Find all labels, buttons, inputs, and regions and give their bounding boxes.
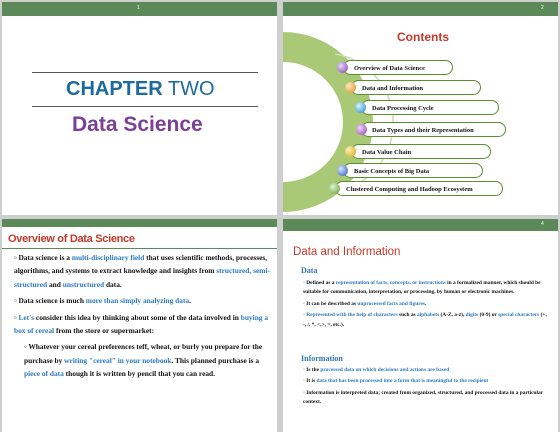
contents-title: Contents (397, 30, 449, 44)
text-run: . This planned purchase is a (171, 355, 260, 365)
highlight-text: alphabets (416, 312, 440, 319)
chapter-number: TWO (162, 78, 215, 100)
slide-1-title (2, 2, 277, 215)
highlight-text: Let's (18, 312, 35, 322)
list-item: ◦ It can be described as unprocessed facts and figures. (303, 300, 427, 307)
highlight-text: more than simply analyzing data (85, 296, 190, 306)
toc-item-2[interactable]: Data and Information (351, 80, 481, 95)
list-item: ◦ Is the processed data on which decisions and actions are based (303, 367, 450, 373)
highlight-text: digits (465, 312, 479, 319)
chapter-heading (66, 78, 215, 101)
page-number: 4 (541, 221, 544, 227)
yellow-bullet-icon (345, 146, 356, 157)
slide-title: Overview of Data Science (8, 233, 135, 245)
list-item: ◦ It is data that has been processed into a form that is meaningful to the recipient (303, 378, 489, 385)
title-underline (2, 248, 277, 249)
text-run: Data science is much (18, 296, 86, 306)
toc-item-1[interactable]: Overview of Data Science (343, 60, 453, 75)
list-item: ◦ Defined as a representation of facts, concepts, or instructions in a formalized manner, which should be suitable for communication, interpretation, or processing, by human or electronic machines. (303, 280, 541, 296)
highlight-text: data that has been processed into a form that is meaningful to the recipient (316, 378, 489, 385)
text-run: (0-9) or (478, 312, 499, 319)
text-run: that uses scientific methods, processes, algorithms, and systems to extract knowledge and insights from (14, 253, 268, 276)
highlight-text: representation of facts, concepts, or instructions (335, 280, 446, 286)
navy-bullet-icon (337, 165, 348, 176)
highlight-text: processed data on which decisions and actions are based (320, 367, 450, 373)
text-run: Data science is a (18, 253, 72, 262)
highlight-text: unstructured (62, 279, 105, 289)
highlight-text: structured, semi-structured (14, 266, 270, 289)
slide-title: Data and Information (293, 246, 401, 258)
text-run: Whatever your cereal preferences teff, wheat, or burly you prepare for the purchase by (24, 342, 263, 365)
text-run: . (189, 296, 191, 306)
text-run: in a formalized manner, which should be suitable for communication, interpretation, or processing, by human or electronic machines. (303, 280, 541, 296)
slide-header-bar (283, 219, 558, 231)
text-run: data. (104, 279, 122, 289)
text-run: though it is written by pencil that you can read. (63, 369, 216, 379)
list-item: ◦ Information is interpreted data; created from organized, structured, and processed data in a particular context. (303, 389, 544, 406)
text-run: Is the (306, 367, 321, 373)
section-heading-information: Information (301, 354, 343, 363)
blue-bullet-icon (355, 102, 366, 113)
slide-4-data-information (283, 219, 558, 432)
slide-header-bar (2, 219, 277, 227)
purple-bullet-icon (337, 62, 348, 73)
text-run: It can be described as (306, 300, 358, 307)
bullet-paragraph: ▫ Let's consider this idea by thinking about some of the data involved in buying a box of cereal from the store or supermarket: (14, 312, 269, 336)
slide-3-overview (2, 219, 277, 432)
text-run: consider this idea by thinking about some of the data involved in (34, 312, 241, 322)
toc-item-6[interactable]: Basic Concepts of Big Data (343, 163, 483, 178)
text-run: Information is interpreted data; created from organized, structured, and processed data in a particular context. (303, 389, 544, 406)
text-run: Defined as a (306, 280, 336, 286)
text-run: from the store or supermarket: (54, 326, 155, 336)
bullet-paragraph: ▫ Data science is a multi-disciplinary field that uses scientific methods, processes, algorithms, and systems to extract knowledge and insights from structured, semi-structured and unstructured data. (14, 253, 270, 289)
sub-bullet-paragraph: ◦ Whatever your cereal preferences teff, wheat, or burly you prepare for the purchase by writing "cereal" in your notebook. This planned purchase is a piece of data though it is written by pencil that you can read. (24, 342, 263, 379)
divider-line (32, 106, 258, 107)
slide-2-contents (283, 2, 558, 215)
green-bullet-icon (329, 183, 340, 194)
divider-line (32, 72, 258, 73)
text-run: . (424, 300, 427, 307)
slide-body (14, 251, 272, 384)
page-number: 2 (541, 5, 544, 11)
toc-item-5[interactable]: Data Value Chain (351, 144, 491, 159)
highlight-text: multi-disciplinary field (71, 253, 145, 262)
highlight-text: writing "cereal" in your notebook (64, 355, 172, 365)
text-run: (A-Z, a-z), (439, 312, 466, 319)
highlight-text: Represented with the help of characters (306, 312, 398, 319)
chapter-subtitle: Data Science (72, 113, 203, 136)
highlight-text: buying a box of cereal (14, 312, 269, 336)
list-item: ◦ Represented with the help of characters such as alphabets (A-Z, a-z), digits (0-9) or special characters (+, -, /, *, <,>, =, etc.). (303, 312, 547, 328)
text-run: such as (397, 312, 417, 319)
toc-item-4[interactable]: Data Types and their Representation (361, 122, 506, 137)
data-bullet-list (303, 279, 551, 332)
highlight-text: special characters (498, 312, 540, 319)
slide-header-bar (2, 2, 277, 16)
toc-item-7[interactable]: Clustered Computing and Hadoop Ecosystem (335, 181, 503, 196)
bullet-paragraph: ▫ Data science is much more than simply analyzing data. (14, 296, 191, 306)
section-heading-data: Data (301, 266, 318, 275)
text-run: and (47, 279, 63, 289)
information-bullet-list (303, 366, 551, 410)
text-run: It is (306, 378, 317, 385)
violet-bullet-icon (356, 124, 367, 135)
orange-bullet-icon (345, 82, 356, 93)
chapter-label: CHAPTER (66, 78, 163, 100)
page-number: 1 (137, 5, 140, 11)
text-run: (+, -, /, *, <,>, =, etc.). (303, 312, 547, 328)
highlight-text: unprocessed facts and figures (357, 300, 425, 307)
toc-item-3[interactable]: Data Processing Cycle (361, 100, 499, 115)
highlight-text: piece of data (24, 369, 64, 379)
